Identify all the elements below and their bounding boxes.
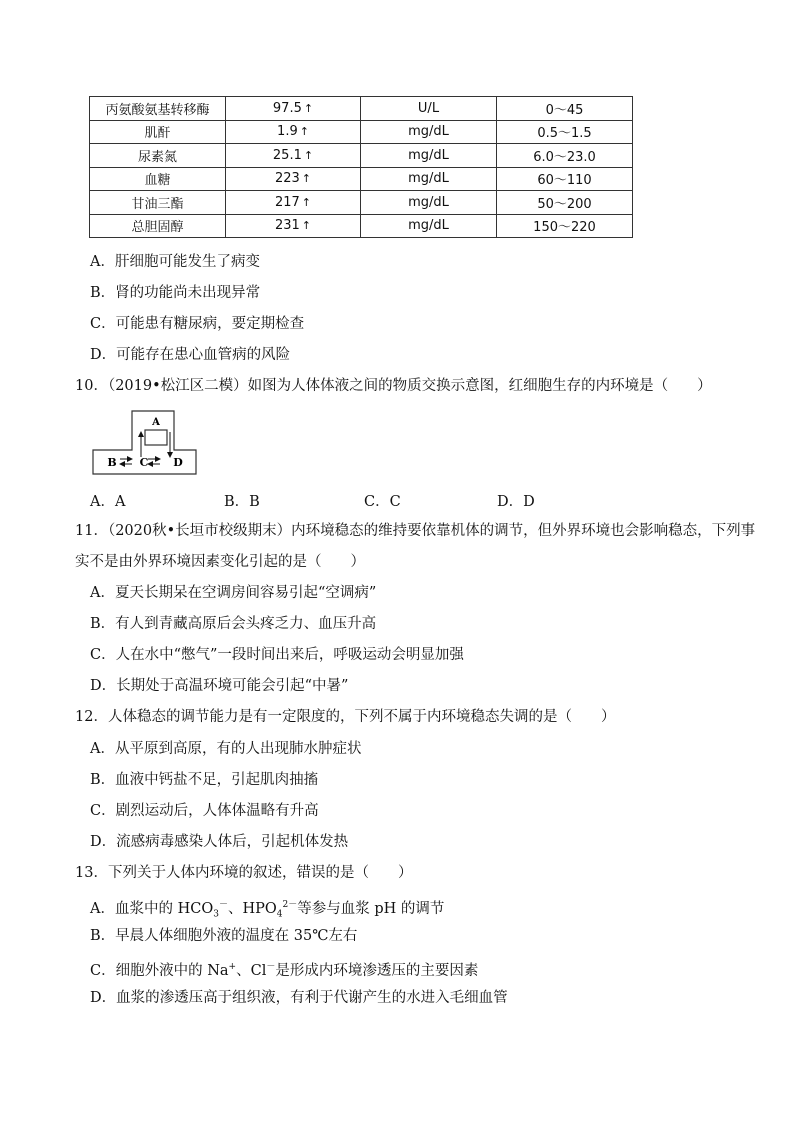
reference-range: 6.0～23.0 xyxy=(497,144,633,168)
up-arrow-icon: ↑ xyxy=(301,172,312,186)
q13-stem: 13．下列关于人体内环境的叙述，错误的是（ ） xyxy=(75,865,413,881)
test-value: 223 xyxy=(274,171,300,187)
table-row xyxy=(90,191,633,215)
test-name: 总胆固醇 xyxy=(90,214,226,238)
up-arrow-icon: ↑ xyxy=(303,101,314,115)
test-unit: mg/dL xyxy=(361,191,497,215)
table-row xyxy=(90,120,633,144)
up-arrow-icon: ↑ xyxy=(303,148,314,162)
q12-option-a: A．从平原到高原，有的人出现肺水肿症状 xyxy=(90,741,362,757)
label-c: C xyxy=(139,456,149,469)
test-name: 尿素氮 xyxy=(90,144,226,168)
q9-option-c: C．可能患有糖尿病，要定期检查 xyxy=(90,316,305,332)
reference-range: 150～220 xyxy=(497,214,633,238)
test-value: 1.9 xyxy=(277,124,298,140)
q12-option-b: B．血液中钙盐不足，引起肌肉抽搐 xyxy=(90,772,319,788)
q11-option-d: D．长期处于高温环境可能会引起“中暑” xyxy=(90,678,349,694)
label-a: A xyxy=(152,417,160,428)
q13-option-a: A．血浆中的 $HCO_3^-$、$HPO_4^{2-}$等参与血浆 pH 的调节 xyxy=(90,900,445,920)
q9-option-b: B．肾的功能尚未出现异常 xyxy=(90,285,261,301)
table-row xyxy=(90,97,633,121)
test-name: 血糖 xyxy=(90,167,226,191)
q13-option-b: B．早晨人体细胞外液的温度在 35℃左右 xyxy=(90,928,358,944)
reference-range: 0.5～1.5 xyxy=(497,120,633,144)
test-unit: mg/dL xyxy=(361,120,497,144)
q9-option-a: A．肝细胞可能发生了病变 xyxy=(90,254,260,270)
reference-range: 0～45 xyxy=(497,97,633,121)
q9-option-d: D．可能存在患心血管病的风险 xyxy=(90,347,291,363)
reference-range: 60～110 xyxy=(497,167,633,191)
reference-range: 50～200 xyxy=(497,191,633,215)
body-fluid-exchange-diagram xyxy=(92,410,198,476)
table-row xyxy=(90,214,633,238)
test-value: 25.1 xyxy=(272,147,302,163)
test-unit: mg/dL xyxy=(361,167,497,191)
test-name: 甘油三酯 xyxy=(90,191,226,215)
table-row xyxy=(90,167,633,191)
q10-option-d: D．D xyxy=(497,494,535,510)
test-value: 231 xyxy=(274,218,300,234)
test-unit: mg/dL xyxy=(361,214,497,238)
test-unit: mg/dL xyxy=(361,144,497,168)
q11-option-b: B．有人到青藏高原后会头疼乏力、血压升高 xyxy=(90,616,377,632)
label-d: D xyxy=(173,456,183,469)
label-b: B xyxy=(107,456,117,469)
up-arrow-icon: ↑ xyxy=(301,219,312,233)
q10-option-c: C．C xyxy=(364,494,401,510)
q11-stem-line2: 实不是由外界环境因素变化引起的是（ ） xyxy=(75,554,365,570)
test-value: 97.5 xyxy=(272,100,302,116)
q10-option-a: A．A xyxy=(90,494,126,510)
lab-results-table xyxy=(89,96,633,238)
test-name: 肌酐 xyxy=(90,120,226,144)
test-unit: U/L xyxy=(361,97,497,121)
q12-option-c: C．剧烈运动后，人体体温略有升高 xyxy=(90,803,319,819)
test-name: 丙氨酸氨基转移酶 xyxy=(90,97,226,121)
test-value: 217 xyxy=(274,194,300,210)
q11-option-a: A．夏天长期呆在空调房间容易引起“空调病” xyxy=(90,585,377,601)
q13-option-c: C．细胞外液中的 Na+、Cl－是形成内环境渗透压的主要因素 xyxy=(90,962,479,979)
q11-option-c: C．人在水中“憋气”一段时间出来后，呼吸运动会明显加强 xyxy=(90,647,464,663)
q10-option-b: B．B xyxy=(224,494,260,510)
up-arrow-icon: ↑ xyxy=(301,195,312,209)
up-arrow-icon: ↑ xyxy=(299,125,309,139)
q12-option-d: D．流感病毒感染人体后，引起机体发热 xyxy=(90,834,349,850)
q10-stem: 10．（2019•松江区二模）如图为人体体液之间的物质交换示意图，红细胞生存的内环境是（ ） xyxy=(75,378,712,394)
table-row xyxy=(90,144,633,168)
q12-stem: 12．人体稳态的调节能力是有一定限度的，下列不属于内环境稳态失调的是（ ） xyxy=(75,709,616,725)
q13-option-d: D．血浆的渗透压高于组织液，有利于代谢产生的水进入毛细血管 xyxy=(90,990,508,1006)
q11-stem-line1: 11．（2020秋•长垣市校级期末）内环境稳态的维持要依靠机体的调节，但外界环境也会影响稳态，下列事 xyxy=(75,523,756,539)
